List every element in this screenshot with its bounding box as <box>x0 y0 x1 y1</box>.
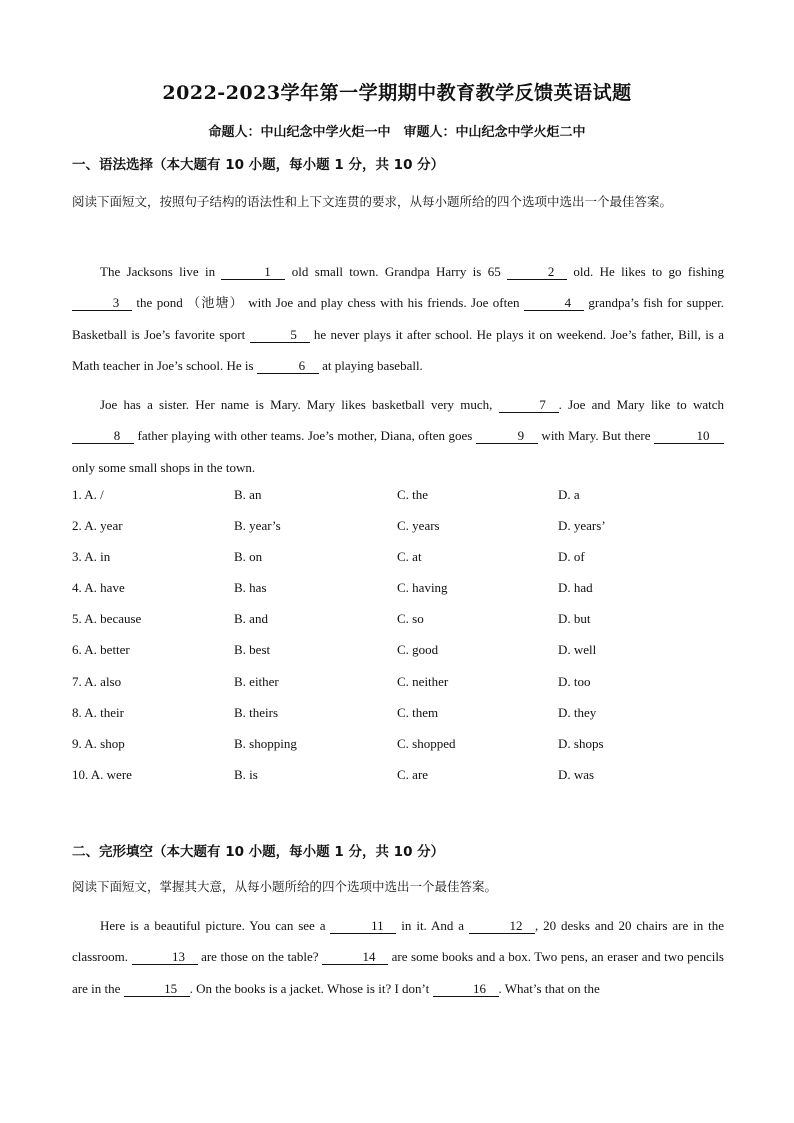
option-d: D. was <box>558 766 595 782</box>
option-row <box>72 767 724 798</box>
section-1-instruction: 阅读下面短文，按照句子结构的语法性和上下文连贯的要求，从每小题所给的四个选项中选出一个最佳答案。 <box>72 194 673 209</box>
passage-text: are those on the table? <box>197 949 323 965</box>
section-1-paragraph-1 <box>72 256 724 381</box>
passage-text: in it. And a <box>396 918 469 933</box>
option-d: D. years’ <box>558 518 606 534</box>
option-row <box>72 611 724 642</box>
option-a: 4. A. have <box>72 580 125 596</box>
option-d: D. of <box>558 549 585 565</box>
authors-line: 命题人：中山纪念中学火炬一中 审题人：中山纪念中学火炬二中 <box>208 125 586 140</box>
section-1-heading: 一、语法选择（本大题有 10 小题，每小题 1 分，共 10 分） <box>72 157 445 173</box>
passage-text: . Joe and Mary like to watch <box>558 397 724 412</box>
option-d: D. they <box>558 704 597 720</box>
option-a: 3. A. in <box>72 549 111 565</box>
blank-11: 11 <box>330 918 396 934</box>
option-d: D. a <box>558 487 580 502</box>
answer-options <box>72 487 724 798</box>
passage-text: are some books and a box. Two pens, an eraser and two pencils are in the <box>72 949 724 996</box>
option-b: B. on <box>234 549 263 565</box>
option-row <box>72 642 724 673</box>
option-c: C. are <box>397 766 429 782</box>
blank-13: 13 <box>132 949 198 965</box>
option-b: B. an <box>234 487 262 502</box>
option-a: 7. A. also <box>72 673 122 689</box>
option-c: C. at <box>397 549 422 565</box>
blank-1: 1 <box>221 264 285 280</box>
section-2-instruction: 阅读下面短文，掌握其大意，从每小题所给的四个选项中选出一个最佳答案。 <box>72 879 498 894</box>
blank-15: 15 <box>124 981 190 997</box>
option-row <box>72 487 724 518</box>
option-row <box>72 705 724 736</box>
option-row <box>72 736 724 767</box>
blank-14: 14 <box>322 949 388 965</box>
section-2-paragraph-1 <box>72 910 724 1004</box>
blank-8: 8 <box>72 428 134 444</box>
option-d: D. had <box>558 580 593 596</box>
passage-text: grandpa’s fish for supper. Basketball is Joe’s favorite sport <box>72 295 725 342</box>
option-a: 5. A. because <box>72 611 142 627</box>
option-b: B. shopping <box>234 735 297 751</box>
passage-text: The Jacksons live in <box>100 264 222 279</box>
option-c: C. so <box>397 611 424 627</box>
passage-text: only some small shops in the town. <box>72 459 256 475</box>
passage-text: old. He likes to go fishing <box>567 264 724 279</box>
option-d: D. shops <box>558 735 604 751</box>
page-title: 2022-2023学年第一学期期中教育教学反馈英语试题 <box>162 82 632 104</box>
option-c: C. shopped <box>397 735 456 751</box>
option-d: D. well <box>558 642 597 658</box>
option-d: D. but <box>558 611 591 627</box>
option-row <box>72 674 724 705</box>
option-a: 2. A. year <box>72 518 123 534</box>
passage-text: he never plays it after school. He plays it on weekend. Joe’s father, Bill, is a Math teacher in Joe’s school. He is <box>72 326 725 373</box>
option-a: 9. A. shop <box>72 735 125 751</box>
passage-text: , 20 desks and 20 chairs are in the classroom. <box>72 918 725 965</box>
option-a: 8. A. their <box>72 704 124 720</box>
passage-text: at playing baseball. <box>318 357 423 373</box>
option-b: B. year’s <box>234 518 281 534</box>
option-row <box>72 549 724 580</box>
passage-text: with Mary. But there <box>537 428 654 444</box>
passage-text: Here is a beautiful picture. You can see a <box>100 918 331 933</box>
blank-3: 3 <box>72 295 132 311</box>
option-a: 1. A. / <box>72 487 104 502</box>
option-c: C. having <box>397 580 448 596</box>
blank-10: 10 <box>654 428 724 444</box>
option-c: C. neither <box>397 673 449 689</box>
option-b: B. theirs <box>234 704 279 720</box>
passage-text: . What’s that on the <box>498 980 600 996</box>
section-1-paragraph-2 <box>72 389 724 483</box>
option-b: B. has <box>234 580 267 596</box>
blank-16: 16 <box>433 981 499 997</box>
passage-text: Joe has a sister. Her name is Mary. Mary likes basketball very much, <box>100 397 499 412</box>
option-c: C. the <box>397 487 429 502</box>
section-2-heading: 二、完形填空（本大题有 10 小题，每小题 1 分，共 10 分） <box>72 844 445 860</box>
passage-text: the pond （池塘） with Joe and play chess with his friends. Joe often <box>132 295 524 311</box>
option-row <box>72 580 724 611</box>
option-b: B. is <box>234 766 258 782</box>
option-b: B. either <box>234 673 279 689</box>
option-a: 10. A. were <box>72 766 132 782</box>
blank-2: 2 <box>507 264 567 280</box>
blank-7: 7 <box>499 397 559 413</box>
option-c: C. years <box>397 518 440 534</box>
blank-12: 12 <box>469 918 535 934</box>
blank-6: 6 <box>257 358 319 374</box>
option-d: D. too <box>558 673 591 689</box>
option-b: B. and <box>234 611 268 627</box>
blank-5: 5 <box>250 327 310 343</box>
option-c: C. good <box>397 642 439 658</box>
passage-text: old small town. Grandpa Harry is 65 <box>285 264 508 279</box>
option-row <box>72 518 724 549</box>
passage-text: . On the books is a jacket. Whose is it? I don’t <box>189 980 433 996</box>
blank-4: 4 <box>524 295 584 311</box>
passage-text: father playing with other teams. Joe’s mother, Diana, often goes <box>134 428 476 444</box>
option-b: B. best <box>234 642 271 658</box>
option-c: C. them <box>397 704 439 720</box>
blank-9: 9 <box>476 428 538 444</box>
option-a: 6. A. better <box>72 642 130 658</box>
